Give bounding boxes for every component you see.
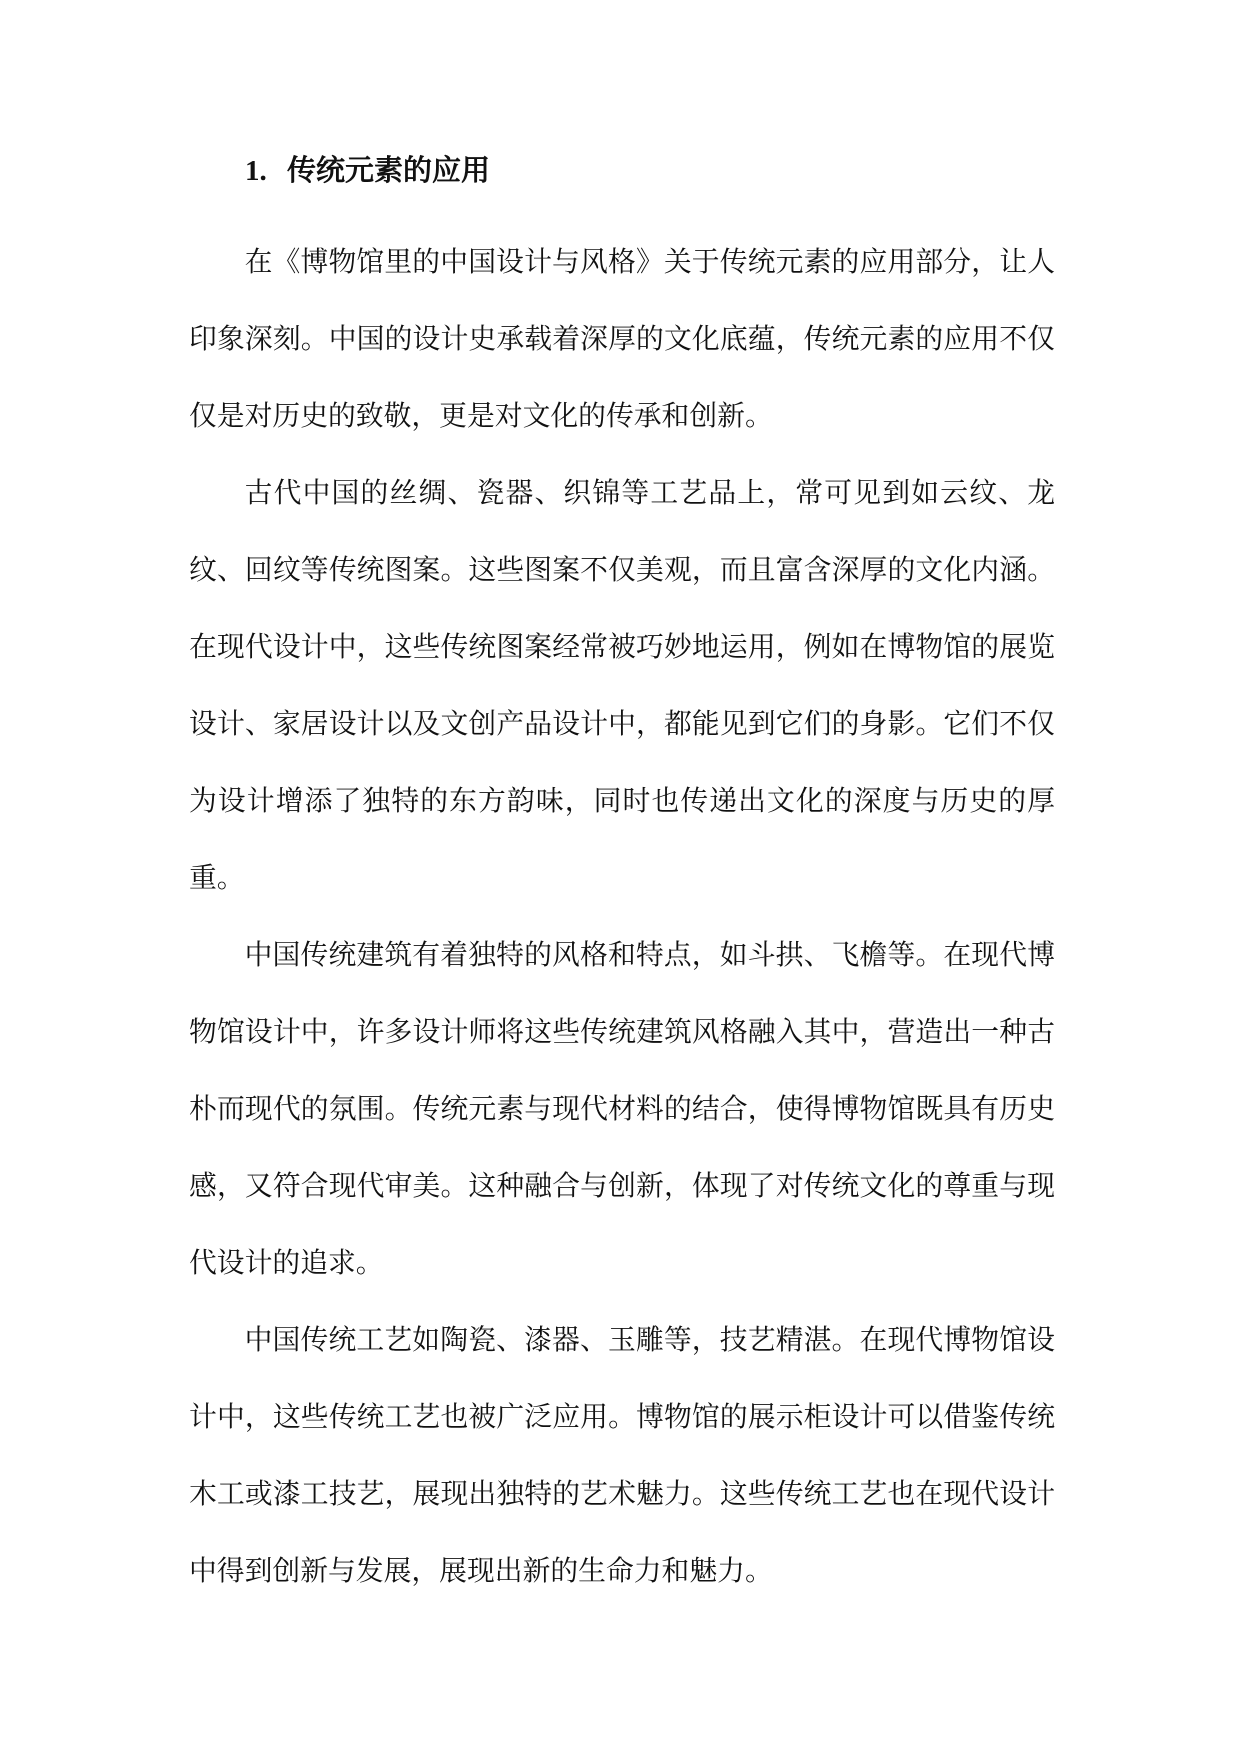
body-text: [189, 223, 1055, 1609]
section-title: 传统元素的应用: [286, 153, 490, 187]
paragraph-1: 在《博物馆里的中国设计与风格》关于传统元素的应用部分，让人印象深刻。中国的设计史承载着深厚的文化底蕴，传统元素的应用不仅仅是对历史的致敬，更是对文化的传承和创新。: [189, 245, 1055, 432]
section-number: 1.: [245, 155, 267, 187]
paragraph-2: 古代中国的丝绸、瓷器、织锦等工艺品上，常可见到如云纹、龙纹、回纹等传统图案。这些图案不仅美观，而且富含深厚的文化内涵。在现代设计中，这些传统图案经常被巧妙地运用，例如在博物馆的展览设计、家居设计以及文创产品设计中，都能见到它们的身影。它们不仅为设计增添了独特的东方韵味，同时也传递出文化的深度与历史的厚重。: [189, 476, 1055, 894]
section-heading: [245, 148, 490, 193]
paragraph-3: 中国传统建筑有着独特的风格和特点，如斗拱、飞檐等。在现代博物馆设计中，许多设计师将这些传统建筑风格融入其中，营造出一种古朴而现代的氛围。传统元素与现代材料的结合，使得博物馆既具有历史感，又符合现代审美。这种融合与创新，体现了对传统文化的尊重与现代设计的追求。: [189, 938, 1055, 1279]
paragraph-4: 中国传统工艺如陶瓷、漆器、玉雕等，技艺精湛。在现代博物馆设计中，这些传统工艺也被广泛应用。博物馆的展示柜设计可以借鉴传统木工或漆工技艺，展现出独特的艺术魅力。这些传统工艺也在现代设计中得到创新与发展，展现出新的生命力和魅力。: [189, 1323, 1055, 1587]
